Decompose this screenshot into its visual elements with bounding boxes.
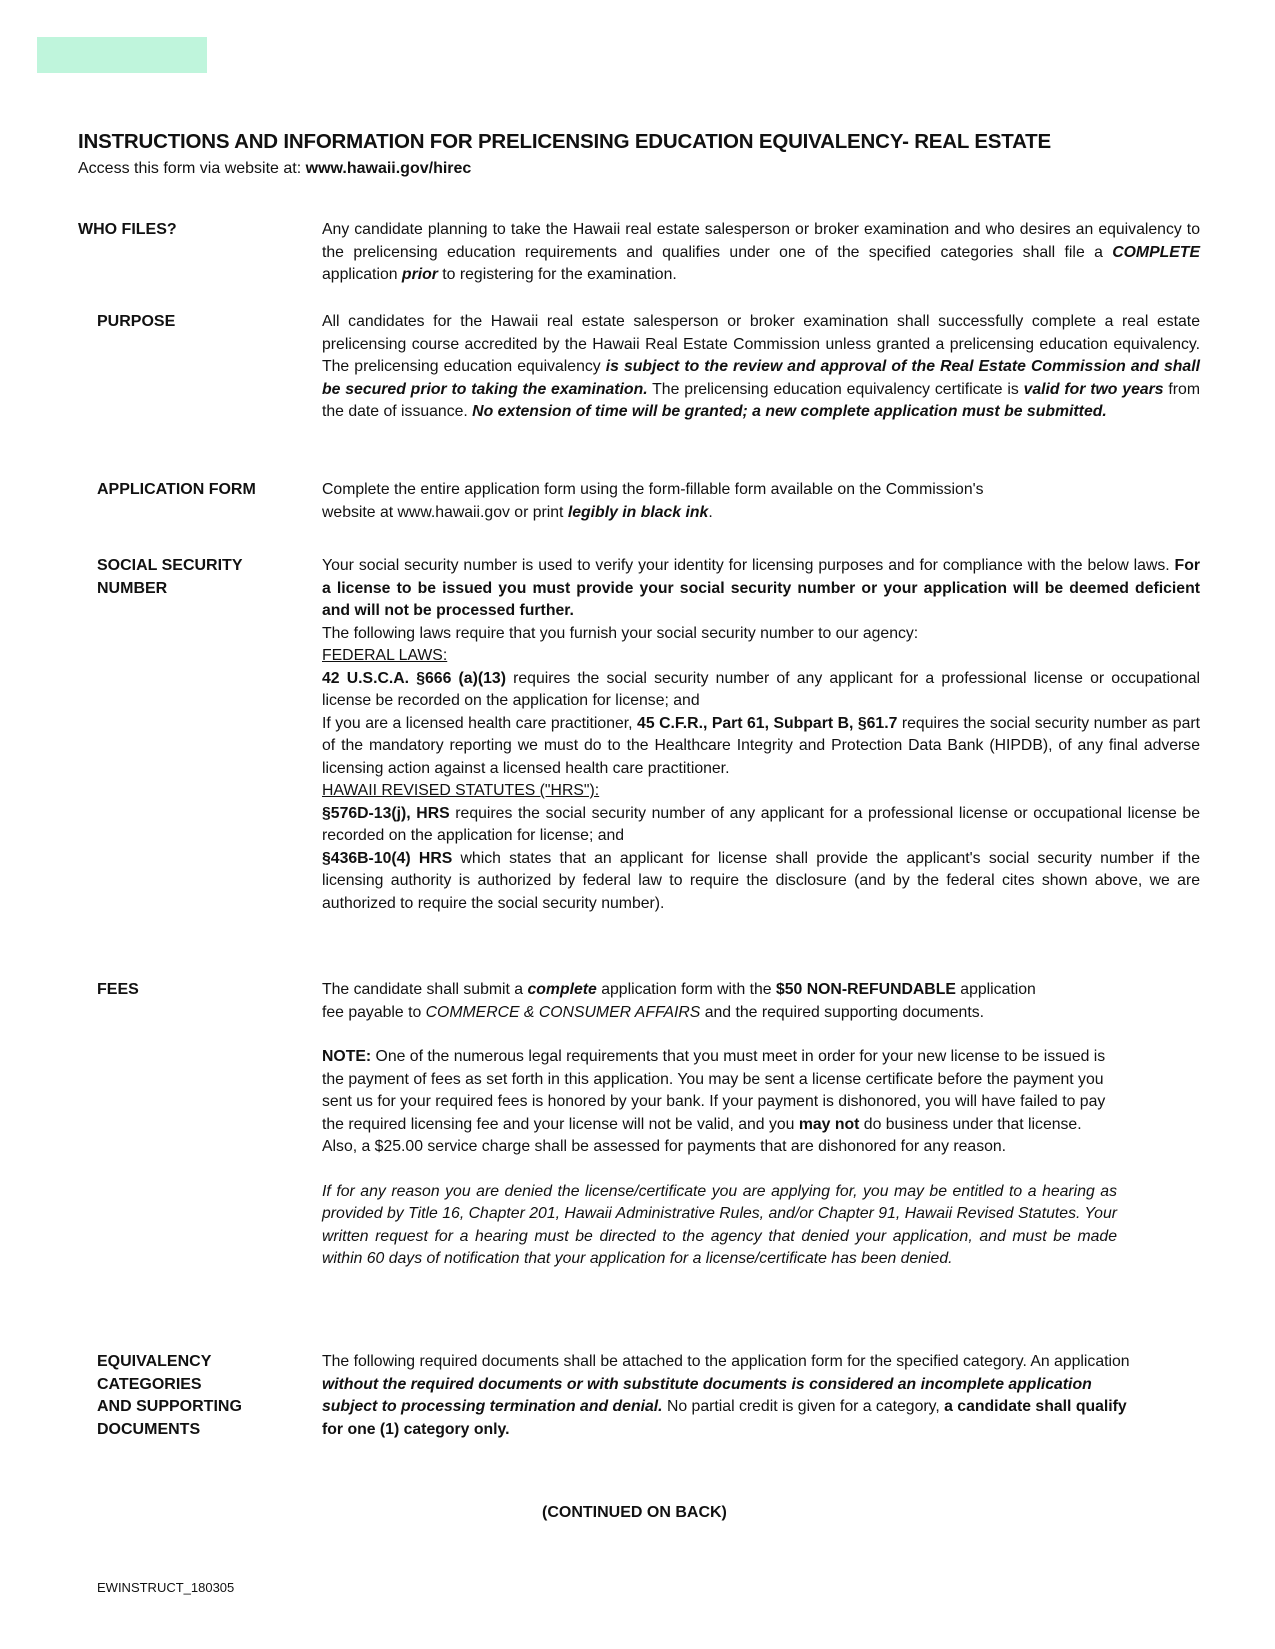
hrs-heading: HAWAII REVISED STATUTES ("HRS"): (322, 782, 600, 799)
ssn-label: SOCIAL SECURITY NUMBER (97, 557, 243, 597)
page-title: INSTRUCTIONS AND INFORMATION FOR PRELICENSING EDUCATION EQUIVALENCY- REAL ESTATE (78, 130, 1051, 153)
access-prefix: Access this form via website at: (78, 160, 306, 177)
ssn-body: Your social security number is used to verify your identity for licensing purposes and for compliance with the below laws. For a license to be issued you must provide your social security number or your application will be deemed deficient and will not be processed further. The following laws require that you furnish your social security number to our agency: FEDERAL LAWS: 42 U.S.C.A. §666 (a)(13) requires the social security number of any applicant for a professional license or occupational license be recorded on the application for license; and If you are a licensed health care practitioner, 45 C.F.R., Part 61, Subpart B, §61.7 requires the social security number as part of the mandatory reporting we must do to the Healthcare Integrity and Protection Data Bank (HIPDB), of any final adverse licensing action against a licensed health care practitioner. HAWAII REVISED STATUTES ("HRS"): §576D-13(j), HRS requires the social security number of any applicant for a professional license or occupational license be recorded on the application for license; and §436B-10(4) HRS which states that an applicant for license shall provide the applicant's social security number if the licensing authority is authorized by federal law to require the disclosure (and by the federal cites shown above, we are authorized to require the social security number). (322, 557, 1201, 912)
who-files-body: Any candidate planning to take the Hawaii real estate salesperson or broker examination and who desires an equivalency to the prelicensing education requirements and qualifies under one of the specified categories shall file a COMPLETE application prior to registering for the examination. (322, 221, 1200, 283)
federal-laws-heading: FEDERAL LAWS: (322, 647, 448, 664)
who-files-label: WHO FILES? (78, 221, 177, 238)
equivalency-body: The following required documents shall be attached to the application form for the specified category. An application without the required documents or with substitute documents is considered an incomplete application subject to processing termination and denial. No partial credit is given for a category, a candidate shall qualify for one (1) category only. (322, 1353, 1130, 1438)
purpose-body: All candidates for the Hawaii real estate salesperson or broker examination shall successfully complete a real estate prelicensing course accredited by the Hawaii Real Estate Commission unless granted a prelicensing education equivalency. The prelicensing education equivalency is subject to the review and approval of the Real Estate Commission and shall be secured prior to taking the examination. The prelicensing education equivalency certificate is valid for two years from the date of issuance. No extension of time will be granted; a new complete application must be submitted. (322, 313, 1200, 420)
access-line (78, 160, 471, 178)
equivalency-label: EQUIVALENCY CATEGORIES AND SUPPORTING DOCUMENTS (97, 1353, 242, 1438)
fees-label: FEES (97, 981, 139, 998)
continued-on-back: (CONTINUED ON BACK) (542, 1504, 727, 1521)
application-form-label: APPLICATION FORM (97, 481, 256, 498)
purpose-label: PURPOSE (97, 313, 176, 330)
fees-body: The candidate shall submit a complete application form with the $50 NON-REFUNDABLE application fee payable to COMMERCE & CONSUMER AFFAIRS and the required supporting documents. NOTE: One of the numerous legal requirements that you must meet in order for your new license to be issued is the payment of fees as set forth in this application. You may be sent a license certificate before the payment you sent us for your required fees is honored by your bank. If your payment is dishonored, you will have failed to pay the required licensing fee and your license will not be valid, and you may not do business under that license. Also, a $25.00 service charge shall be assessed for payments that are dishonored for any reason. If for any reason you are denied the license/certificate you are applying for, you may be entitled to a hearing as provided by Title 16, Chapter 201, Hawaii Administrative Rules, and/or Chapter 91, Hawaii Revised Statutes. Your written request for a hearing must be directed to the agency that denied your application, and must be made within 60 days of notification that your application for a license/certificate has been denied. (322, 979, 1117, 1271)
access-url: www.hawaii.gov/hirec (305, 160, 472, 177)
form-code: EWINSTRUCT_180305 (97, 1580, 235, 1595)
fees-note: NOTE: One of the numerous legal requirements that you must meet in order for your new license to be issued is the payment of fees as set forth in this application. You may be sent a license certificate before the payment you sent us for your required fees is honored by your bank. If your payment is dishonored, you will have failed to pay the required licensing fee and your license will not be valid, and you may not do business under that license. Also, a $25.00 service charge shall be assessed for payments that are dishonored for any reason. (322, 1048, 1106, 1155)
application-form-body: Complete the entire application form using the form-fillable form available on the Commission's website at www.hawaii.gov or print legibly in black ink. (322, 481, 984, 521)
hearing-notice: If for any reason you are denied the license/certificate you are applying for, you may be entitled to a hearing as provided by Title 16, Chapter 201, Hawaii Administrative Rules, and/or Chapter 91, Hawaii Revised Statutes. Your written request for a hearing must be directed to the agency that denied your application, and must be made within 60 days of notification that your application for a license/certificate has been denied. (322, 1182, 1117, 1267)
color-tab-marker (37, 37, 207, 73)
